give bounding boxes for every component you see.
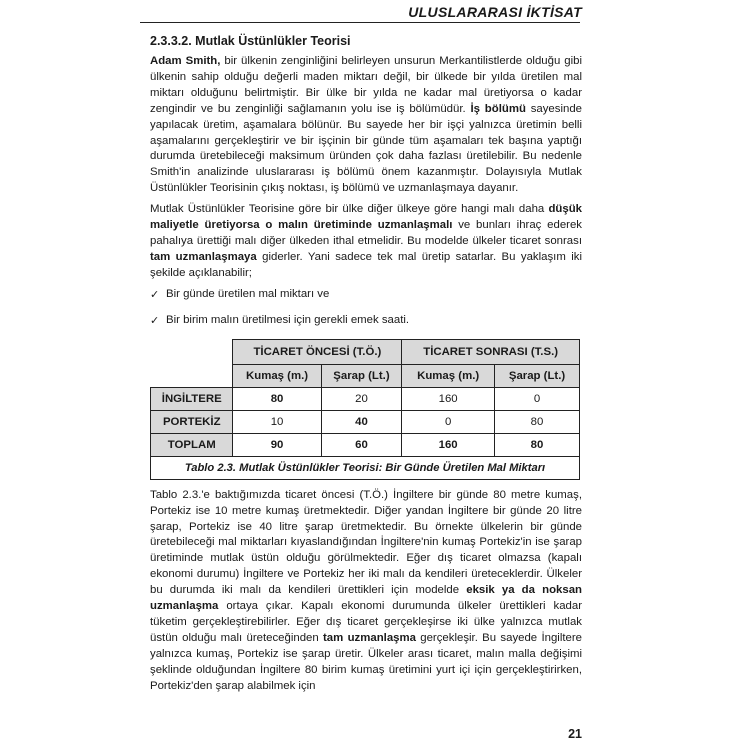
bold-is-bolumu: İş bölümü	[470, 102, 526, 115]
column-header: Şarap (Lt.)	[321, 364, 402, 387]
table-cell: 90	[233, 433, 321, 456]
bold-tam-uzmanlasma: tam uzmanlaşma	[323, 631, 416, 644]
column-header: Kumaş (m.)	[402, 364, 495, 387]
group-header-before-trade: TİCARET ÖNCESİ (T.Ö.)	[233, 339, 402, 364]
table-group-header-row	[151, 339, 580, 364]
table-row	[151, 387, 580, 410]
table-blank-corner	[151, 339, 233, 364]
paragraph-adam-smith	[150, 54, 582, 197]
para3-text-3: gerçekleşir. Bu sayede İngiltere yalnızca kumaş, Portekiz ise şarap üretir. Ülkeler arası ticaret, malın malla değişimi şeklinde olduğundan İngiltere 80 birim kumaş üretimini yurt içi için gerçekleştirirken, Portekiz'den şarap alabilmek için	[150, 631, 582, 692]
row-header: PORTEKİZ	[151, 410, 233, 433]
para3-text-1: Tablo 2.3.'e baktığımızda ticaret öncesi (T.Ö.) İngiltere bir günde 80 metre kumaş, Portekiz ise 10 metre kumaş üretmektedir. Diğer yandan İngiltere bir günde 20 litre şarap, Portekiz ise 40 litre şarap üretmektedir. Bu örnekte ülkelerin bir günde üretebileceği mal miktarları kıyaslandığından İngiltere'nin kumaş Portekiz'in ise şarap üretiminde mutlak üstün olduğu görülmektedir. Eğer dış ticaret olmazsa (kapalı ekonomi durumu) İngiltere ve Portekiz her iki malı da kendileri üreteceklerdir. Ülkeler bu durumda iki malı da kendileri ürettikleri için modelde	[150, 488, 582, 597]
page-body	[150, 34, 582, 699]
production-table	[150, 339, 580, 480]
table-cell: 40	[321, 410, 402, 433]
para3-text-2: ortaya çıkar. Kapalı ekonomi durumunda ülkeler ürettikleri kadar tüketim gerçekleştirebilirler. Eğer dış ticaret gerçekleşirse iki ülke yalnızca mutlak üstün olduğu malı üreteceğinden	[150, 600, 582, 644]
table-caption: Tablo 2.3. Mutlak Üstünlükler Teorisi: Bir Günde Üretilen Mal Miktarı	[151, 456, 580, 479]
table-row	[151, 410, 580, 433]
group-header-after-trade: TİCARET SONRASI (T.S.)	[402, 339, 580, 364]
paragraph-theory	[150, 202, 582, 282]
list-item	[150, 287, 582, 302]
section-title: 2.3.3.2. Mutlak Üstünlükler Teorisi	[150, 34, 351, 48]
para1-text-1: bir ülkenin zenginliğini belirleyen unsurun Merkantilistlerde olduğu gibi ülkenin sahip olduğu değerli maden miktarı değil, bir ülkede bir yılda üretilen mal miktarı olduğunu belirtmiştir. Bir ülke bir yılda ne kadar mal üretiyorsa o kadar zengindir ve bu zenginliği sağlamanın yolu ise iş bölümüdür.	[150, 55, 582, 115]
table-column-header-row	[151, 364, 580, 387]
paragraph-table-explanation	[150, 488, 582, 695]
table-blank-corner	[151, 364, 233, 387]
table-row-total	[151, 433, 580, 456]
list-item	[150, 313, 582, 328]
table-cell: 80	[495, 433, 580, 456]
table-caption-row	[151, 456, 580, 479]
header-rule	[140, 22, 580, 23]
bold-adam-smith: Adam Smith,	[150, 55, 221, 67]
para1-text-2: sayesinde yapılacak üretim, aşamalara bölünür. Bu sayede her bir işçi yalnızca üretimin belli aşamalarını gerçekleştirir ve bir işçinin bir günde tüm aşamaları tek başına yaptığı durumda üretebileceği maksimum üründen çok daha fazlası üretilebilir. Bu nedenle Smith'in analizinde uluslararası iş bölümü önem kazanmıştır. Dolayısıyla Mutlak Üstünlükler Teorisinin çıkış noktası, iş bölümü ve uzmanlaşmaya dayanır.	[150, 102, 582, 195]
table-cell: 80	[495, 410, 580, 433]
column-header: Kumaş (m.)	[233, 364, 321, 387]
table-cell: 0	[495, 387, 580, 410]
table-cell: 160	[402, 387, 495, 410]
bold-tam-uzmanlasmaya: tam uzmanlaşmaya	[150, 250, 257, 263]
page-number: 21	[568, 727, 582, 741]
table-cell: 20	[321, 387, 402, 410]
list-item-text: Bir birim malın üretilmesi için gerekli emek saati.	[166, 313, 410, 326]
table-cell: 10	[233, 410, 321, 433]
table-cell: 80	[233, 387, 321, 410]
list-item-text: Bir günde üretilen mal miktarı ve	[166, 287, 330, 300]
checklist	[150, 287, 582, 328]
running-header: ULUSLARARASI İKTİSAT	[408, 4, 582, 20]
bold-dusuk-maliyet: düşük maliyetle üretiyorsa o malın üretiminde uzmanlaşmalı	[150, 203, 582, 232]
table-cell: 160	[402, 433, 495, 456]
check-mark-icon: ✓	[150, 313, 160, 327]
para2-text-2: ve bunları ihraç ederek pahalıya ürettiği malı diğer ülkeden ithal etmelidir. Bu modelde ülkeler ticaret sonrası	[150, 219, 582, 247]
table-cell: 0	[402, 410, 495, 433]
bold-eksik-uzmanlasma: eksik ya da noksan uzmanlaşma	[150, 584, 582, 613]
para2-text-3: giderler. Yani sadece tek mal üretip satarlar. Bu yaklaşım iki şekilde açıklanabilir;	[150, 250, 582, 279]
para2-text-1: Mutlak Üstünlükler Teorisine göre bir ülke diğer ülkeye göre hangi malı daha	[150, 203, 549, 216]
row-header: TOPLAM	[151, 433, 233, 456]
check-mark-icon: ✓	[150, 287, 160, 301]
table-cell: 60	[321, 433, 402, 456]
column-header: Şarap (Lt.)	[495, 364, 580, 387]
row-header: İNGİLTERE	[151, 387, 233, 410]
